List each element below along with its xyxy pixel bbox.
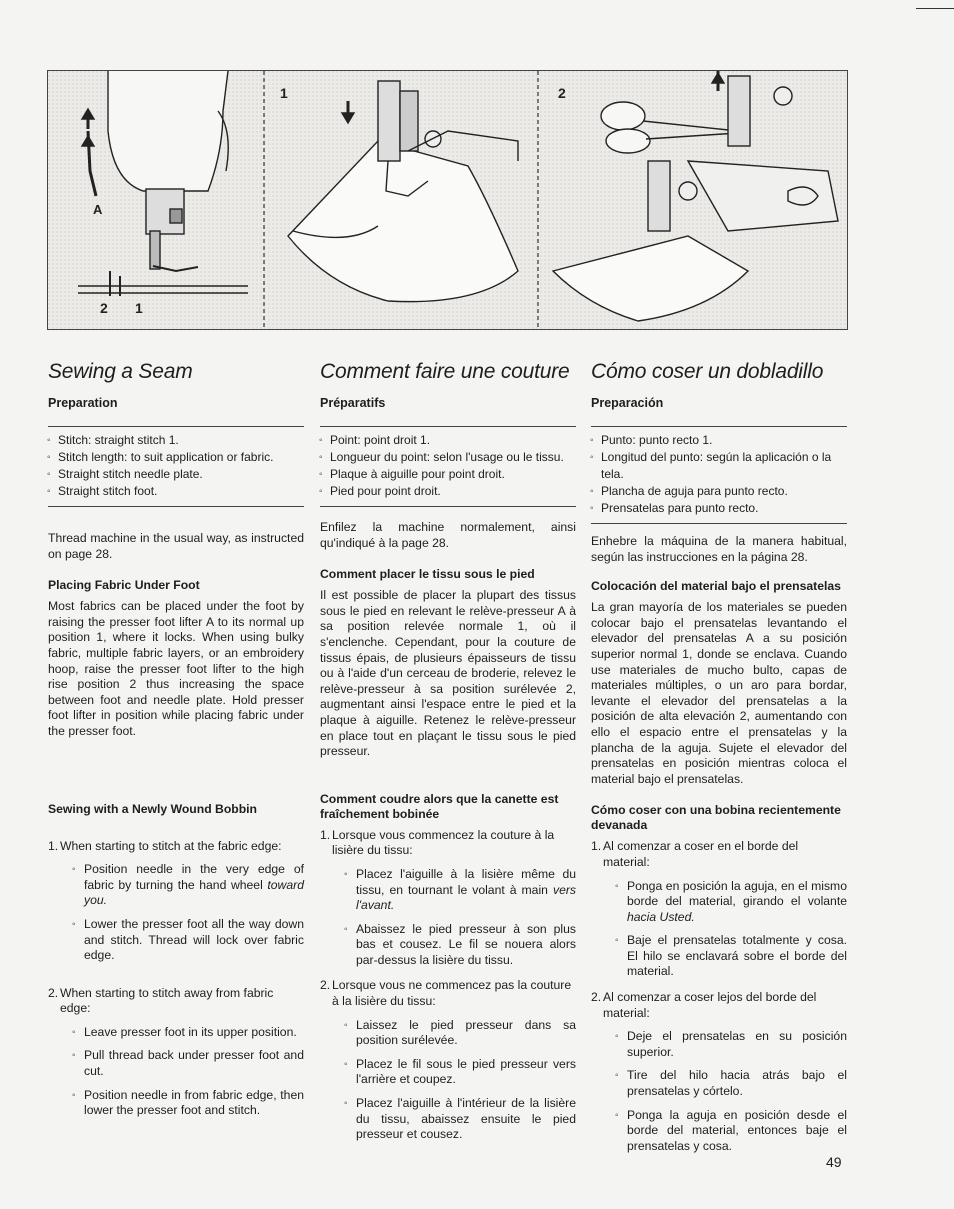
english-steps — [48, 839, 304, 1119]
substep — [344, 867, 576, 914]
substep: ◦ Tire del hilo hacia atrás bajo el prensatelas y córtelo. — [615, 1068, 847, 1099]
substep-emphasis: toward you. — [84, 877, 304, 908]
spanish-intro: Enhebre la máquina de la manera habitual, según las instrucciones en la página 28. — [591, 534, 847, 564]
step-text: Lorsque vous ne commencez pas la couture à la lisière du tissu: — [332, 978, 572, 1009]
substep: ◦ Lower the presser foot all the way down and stitch. Thread will lock over fabric edge. — [72, 917, 304, 964]
list-item: ◦ Stitch length: to suit application or fabric. — [48, 449, 304, 466]
french-placing-heading: Comment placer le tissu sous le pied — [320, 567, 535, 582]
step-number: 1. — [48, 838, 59, 853]
panel-number-1: 1 — [280, 85, 288, 101]
substep: ◦ Deje el prensatelas en su posición superior. — [615, 1029, 847, 1060]
list-item: ◦ Straight stitch needle plate. — [48, 466, 304, 483]
panel-number-2: 2 — [558, 85, 566, 101]
step-1 — [48, 839, 304, 964]
step-2 — [320, 978, 576, 1142]
substep: ◦ Placez l'aiguille à l'intérieur de la lisière du tissu, abaissez ensuite le pied presseur et cousez. — [344, 1096, 576, 1143]
spanish-prep-list — [591, 427, 847, 523]
french-prep-list — [320, 427, 576, 506]
substeps — [60, 1025, 304, 1119]
substep: ◦ Leave presser foot in its upper position. — [72, 1025, 304, 1041]
lifter-label-a: A — [93, 202, 103, 217]
substep: ◦ Position needle in from fabric edge, then lower the presser foot and stitch. — [72, 1088, 304, 1119]
list-item: ◦ Longitud del punto: según la aplicación o la tela. — [591, 449, 847, 483]
substep-emphasis: vers l'avant. — [356, 882, 576, 913]
substep-text: Position needle in the very edge of fabric by turning the hand wheel — [84, 862, 304, 892]
step-text: Lorsque vous commencez la couture à la lisière du tissu: — [332, 827, 555, 858]
list-item: ◦ Plaque à aiguille pour point droit. — [320, 466, 576, 483]
substeps — [332, 867, 576, 969]
substep-emphasis: hacia Usted. — [627, 909, 695, 924]
substeps — [332, 1018, 576, 1143]
spanish-prep-heading: Preparación — [591, 396, 664, 410]
english-column — [48, 360, 304, 1127]
step-1 — [591, 839, 847, 980]
spanish-steps — [591, 839, 847, 1154]
english-prep-heading: Preparation — [48, 396, 118, 410]
list-item: ◦ Straight stitch foot. — [48, 483, 304, 500]
french-steps — [320, 828, 576, 1143]
step-2 — [591, 990, 847, 1154]
step-number: 2. — [320, 978, 331, 993]
step-number: 1. — [320, 827, 331, 842]
french-bobbin-heading: Comment coudre alors que la canette est fraîchement bobinée — [320, 791, 559, 821]
step-text: When starting to stitch away from fabric edge: — [60, 985, 274, 1016]
french-placing-text: Il est possible de placer la plupart des tissus sous le pied en relevant le relève-presseur A à sa position relevée normale 1, où il s'enclenche. Cependant, pour la couture de tissus épais, de plusieurs épaisseurs de tissu ou à l'aide d'un cerceau de broderie, relevez le relève-presseur à sa position surélevée 2, augmentant ainsi l'espace entre le pied et la plaque à aiguille. Retenez le relève-presseur en place tout en plaçant le tissu sous le pied presseur. — [320, 588, 576, 759]
step-number: 1. — [591, 839, 602, 854]
list-item: ◦ Prensatelas para punto recto. — [591, 500, 847, 517]
normal-position-label: 1 — [135, 300, 143, 316]
english-prep-list — [48, 427, 304, 506]
list-item: ◦ Plancha de aguja para punto recto. — [591, 483, 847, 500]
substep: ◦ Ponga la aguja en posición desde el borde del material, entonces baje el prensatelas y cosa. — [615, 1108, 847, 1155]
english-title: Sewing a Seam — [48, 360, 193, 383]
french-prep-heading: Préparatifs — [320, 396, 386, 410]
spanish-column — [591, 360, 847, 1162]
substep: ◦ Laissez le pied presseur dans sa position surélevée. — [344, 1018, 576, 1049]
step-text: Al comenzar a coser lejos del borde del material: — [603, 990, 817, 1020]
substeps — [603, 1029, 847, 1154]
substep: ◦ Pull thread back under presser foot and cut. — [72, 1048, 304, 1079]
list-item: ◦ Point: point droit 1. — [320, 432, 576, 449]
spanish-title: Cómo coser un dobladillo — [591, 360, 824, 383]
list-item: ◦ Punto: punto recto 1. — [591, 432, 847, 449]
step-2 — [48, 986, 304, 1119]
step-number: 2. — [591, 990, 602, 1005]
substeps — [60, 862, 304, 964]
step-text: When starting to stitch at the fabric edge: — [60, 838, 282, 853]
substep: ◦ Baje el prensatelas totalmente y cosa. El hilo se enclavará sobre el borde del material. — [615, 933, 847, 980]
divider — [48, 506, 304, 507]
french-intro: Enfilez la machine normalement, ainsi qu'indiqué à la page 28. — [320, 520, 576, 550]
substep — [72, 862, 304, 909]
step-number: 2. — [48, 985, 59, 1000]
french-title: Comment faire une couture — [320, 360, 570, 383]
english-bobbin-heading: Sewing with a Newly Wound Bobbin — [48, 801, 257, 816]
substep — [615, 879, 847, 926]
divider — [591, 523, 847, 524]
spanish-placing-heading: Colocación del material bajo el prensatelas — [591, 579, 841, 594]
step-1 — [320, 828, 576, 969]
english-placing-text: Most fabrics can be placed under the foot by raising the presser foot lifter A to its normal up position 1, where it locks. When using bulky fabric, multiple fabric layers, or an embroidery hoop, raise the presser foot lifter to the high rise position 2 thus increasing the space between foot and needle plate. Hold presser foot lifter in position while placing fabric under the presser foot. — [48, 599, 304, 738]
sewing-illustration — [47, 70, 848, 330]
spanish-bobbin-heading: Cómo coser con una bobina recientemente devanada — [591, 803, 841, 833]
list-item: ◦ Stitch: straight stitch 1. — [48, 432, 304, 449]
substep-text: Ponga en posición la aguja, en el mismo borde del material, girando el volante — [627, 878, 847, 909]
english-placing-heading: Placing Fabric Under Foot — [48, 578, 200, 593]
list-item: ◦ Longueur du point: selon l'usage ou le tissu. — [320, 449, 576, 466]
page-number: 49 — [826, 1154, 842, 1170]
french-column — [320, 360, 576, 1151]
illustration-drawing — [48, 71, 847, 329]
substep-text: Placez l'aiguille à la lisière même du tissu, en tournant le volant à main — [356, 866, 576, 897]
spanish-placing-text: La gran mayoría de los materiales se pueden colocar bajo el prensatelas levantando el elevador del prensatelas A a su posición superior normal 1, donde se enclava. Cuando use materiales de mucho bulto, capas de materiales múltiples, o un aro para bordar, levante el elevador del prensatelas a la posición de alta elevación 2, aumentando con ello el espacio entre el prensatelas y la plancha de la aguja. Sujete el elevador del prensatelas en posición mientras coloca el material bajo el prensatelas. — [591, 600, 847, 786]
substeps — [603, 879, 847, 981]
step-text: Al comenzar a coser en el borde del material: — [603, 839, 799, 869]
top-corner-rule — [916, 8, 954, 9]
high-rise-label: 2 — [100, 300, 108, 316]
english-intro: Thread machine in the usual way, as instructed on page 28. — [48, 531, 304, 561]
list-item: ◦ Pied pour point droit. — [320, 483, 576, 500]
substep: ◦ Abaissez le pied presseur à son plus bas et cousez. Le fil se nouera alors par-dessus la lisière du tissu. — [344, 922, 576, 969]
divider — [320, 506, 576, 507]
substep: ◦ Placez le fil sous le pied presseur vers l'arrière et coupez. — [344, 1057, 576, 1088]
